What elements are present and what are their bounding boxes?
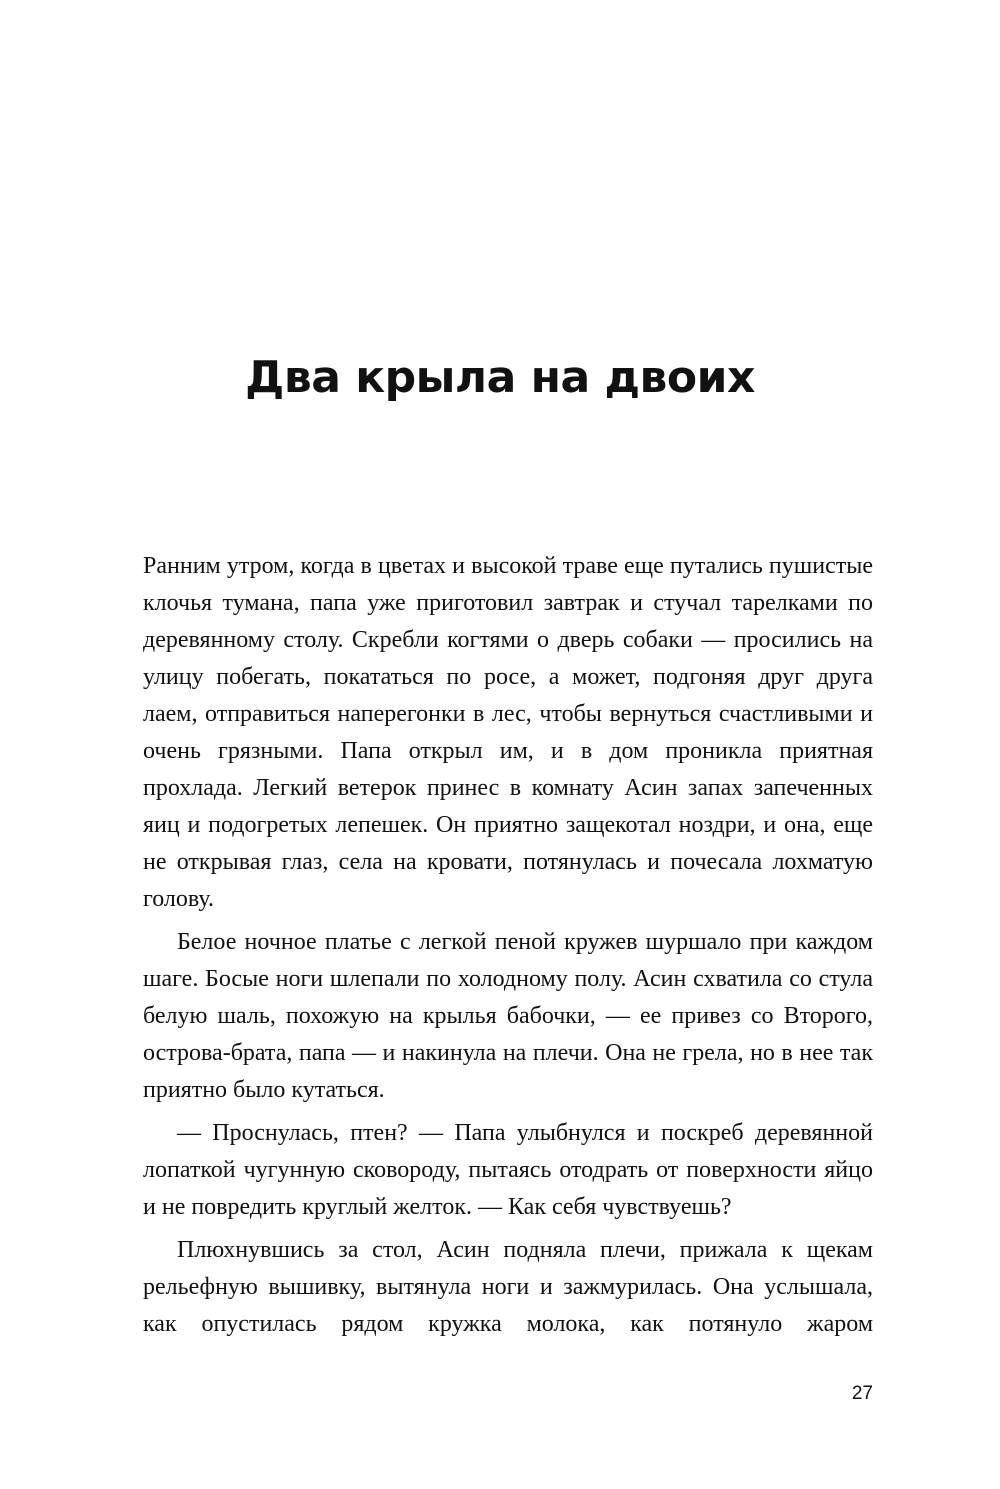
paragraph: Плюхнувшись за стол, Асин подняла плечи, прижала к щекам рельефную вышивку, вытянула ноги и зажмурилась. Она услышала, как опустилась рядом кружка молока, как потянуло жаром — [143, 1237, 873, 1337]
paragraph: Ранним утром, когда в цветах и высокой траве еще путались пушистые клочья тумана, папа уже приготовил завтрак и стучал тарелками по деревянному столу. Скребли когтями о дверь собаки — просились на улицу побегать, покататься по росе, а может, подгоняя друг друга лаем, отправиться наперегонки в лес, чтобы вернуться счастливыми и очень грязными. Папа открыл им, и в дом проникла приятная прохлада. Легкий ветерок принес в комнату Асин запах запеченных яиц и подогретых лепешек. Он приятно защекотал ноздри, и она, еще не открывая глаз, села на кровати, потянулась и почесала лохматую голову. — [143, 553, 873, 912]
chapter-title: Два крыла на двоих — [245, 352, 755, 403]
body-text — [143, 548, 873, 1343]
page-number: 27 — [851, 1383, 873, 1404]
paragraph: — Проснулась, птен? — Папа улыбнулся и поскреб деревянной лопаткой чугунную сковороду, пытаясь отодрать от поверхности яйцо и не повредить круглый желток. — Как себя чувствуешь? — [143, 1120, 873, 1220]
paragraph: Белое ночное платье с легкой пеной кружев шуршало при каждом шаге. Босые ноги шлепали по холодному полу. Асин схватила со стула белую шаль, похожую на крылья бабочки, — ее привез со Второго, острова-брата, папа — и накинула на плечи. Она не грела, но в нее так приятно было кутаться. — [143, 929, 873, 1103]
